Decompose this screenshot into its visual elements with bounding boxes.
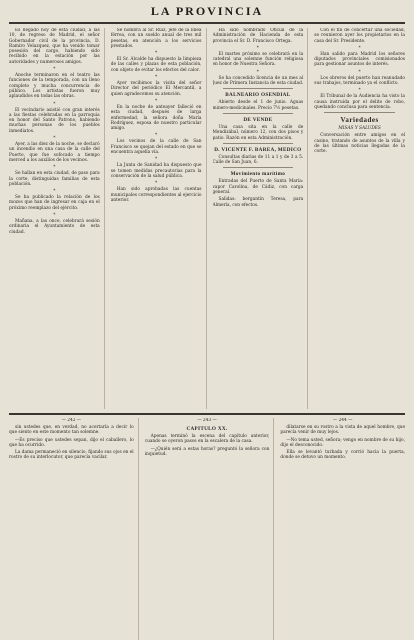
separator-star: *: [155, 133, 158, 139]
feuilleton-column-1: [9, 418, 139, 640]
ad-paragraph: Abierto desde el 1 de junio. Aguas minero-medicinales. Precio 7½ pesetas.: [212, 100, 304, 111]
separator-star: *: [155, 98, 158, 104]
feuilleton-column-3: [280, 418, 405, 640]
news-paragraph: El martes próximo se celebrará en la catedral una solemne función religiosa en honor de Nuestra Señora.: [212, 51, 304, 68]
ad-paragraph: Una casa sita en la calle de Mendizábal, número 12, con dos pisos y patio. Razón en esta Administración.: [212, 124, 304, 141]
feuilleton-paragraph: Ella se levantó turbada y corrió hacia la puerta, donde se detuvo un momento.: [280, 450, 405, 461]
feuilleton-paragraph: Apenas terminó la escena del capítulo anterior, cuando se oyeron pasos en la escalera de la casa.: [144, 434, 270, 445]
page-number: — 242 —: [61, 418, 82, 423]
news-paragraph: Entradas del Puerto de Santa María: vapor Carolina, de Cádiz, con carga general.: [212, 179, 304, 196]
news-paragraph: Se ha concedido licencia de un mes al Juez de Primera Instancia de esta ciudad.: [212, 75, 304, 87]
news-column-1: [9, 28, 105, 409]
news-paragraph: Se nombra al Sr. Ruiz, jefe de la línea férrea, con un sueldo anual de tres mil pesetas, en atención a los servicios prestados.: [110, 28, 202, 49]
separator-star: *: [53, 213, 56, 219]
section-heading: Movimiento marítimo: [230, 171, 286, 178]
separator-star: *: [358, 69, 361, 75]
separator-star: *: [53, 101, 56, 107]
news-paragraph: Mañana, a las once, celebrará sesión ordinaria el Ayuntamiento de esta ciudad.: [9, 219, 100, 235]
news-paragraph: En la noche de anteayer falleció en esta ciudad, después de larga enfermedad, la señora doña María Rodríguez, esposa de nuestro particular amigo.: [110, 104, 202, 132]
news-paragraph: Los vecinos de la calle de San Francisco se quejan del estado en que se encuentra aquella vía.: [110, 139, 202, 156]
news-paragraph: El Tribunal de la Audiencia ha visto la causa instruida por el delito de robo, quedando conclusa para sentencia.: [314, 94, 405, 110]
newspaper-title: LA PROVINCIA: [150, 3, 264, 18]
divider: [223, 88, 294, 89]
news-paragraph: Con el fin de concertar una sociedad, se reunieron ayer los propietarios en la casa del Sr. Presidente.: [314, 28, 405, 44]
news-paragraph: Ayer, a las diez de la noche, se declaró un incendio en una casa de la calle del Puerto, que fue sofocado a tiempo merced a los auxilios de los vecinos.: [9, 142, 100, 163]
section-heading: Variedades: [340, 116, 379, 125]
news-column-3: [213, 28, 309, 409]
feuilleton-divider: [9, 413, 405, 415]
separator-star: *: [358, 45, 361, 51]
feuilleton-paragraph: dilatarse en su rostro a la vista de aquel hombre, que parecía venir de muy lejos.: [280, 425, 405, 436]
feuilleton-column-2: [145, 418, 275, 640]
ad-heading: BALNEARIO OSENDIAL: [225, 92, 291, 99]
feuilleton-paragraph: La dama permaneció en silencio, fijando sus ojos en el rostro de su interlocutor, que parecía vacilar.: [9, 450, 134, 461]
separator-star: *: [155, 157, 158, 163]
separator-star: *: [53, 67, 56, 73]
separator-star: *: [53, 189, 56, 195]
divider: [223, 167, 294, 168]
news-paragraph: La Junta de Sanidad ha dispuesto que se tomen medidas precautorias para la conservación de la salud pública.: [110, 163, 202, 179]
feuilleton-paragraph: —Es preciso que ustedes sepan, dijo el caballero, lo que ha ocurrido.: [9, 437, 134, 448]
separator-star: *: [256, 45, 259, 51]
separator-star: *: [256, 69, 259, 75]
section-subheading: MISAS Y SALUDES: [338, 126, 381, 132]
feuilleton: [9, 418, 405, 640]
ad-heading: DE VENDE: [243, 116, 273, 123]
news-column-4: [314, 28, 405, 409]
news-paragraph: Ha sido nombrado Oficial de la Administración de Hacienda de esta provincia el Sr. D. Francisco Ortega.: [212, 28, 304, 44]
separator-star: *: [155, 51, 158, 57]
separator-star: *: [155, 181, 158, 187]
news-columns: [9, 28, 405, 409]
news-paragraph: Han salido para Madrid los señores diputados provinciales comisionados para gestionar asuntos de interés.: [314, 51, 405, 68]
ad-heading: D. VICENTE F. BAREA, MEDICO: [214, 146, 302, 153]
divider: [223, 113, 294, 114]
separator-star: *: [53, 165, 56, 171]
page-number: — 243 —: [197, 418, 217, 423]
divider: [324, 112, 395, 113]
feuilleton-paragraph: —No tema usted, señora; vengo en nombre de su hijo, dijo el desconocido.: [280, 437, 405, 448]
news-paragraph: Ayer recibimos la visita del señor Director del periódico El Mercantil, a quien agradecemos su atención.: [110, 81, 202, 97]
news-paragraph: El Sr. Alcalde ha dispuesto la limpieza de las calles y plazas de esta población, con objeto de evitar los efectos del calor.: [110, 57, 202, 73]
news-paragraph: Es llegado hoy de esta ciudad, a las 10, de regreso de Madrid, el señor Gobernador civil de la provincia, D. Ramiro Velazquez, que ha venido tomar posesión del cargo, habiendo sido recibido en la estación por las autoridades y numerosos amigos.: [9, 28, 100, 65]
separator-star: *: [155, 75, 158, 81]
page-number: — 244 —: [332, 418, 353, 423]
masthead: [9, 0, 405, 24]
news-column-2: [111, 28, 207, 409]
news-paragraph: Han sido aprobadas las cuentas municipales correspondientes al ejercicio anterior.: [110, 187, 202, 203]
news-paragraph: Salidas: bergantín Teresa, para Almería, con efectos.: [212, 197, 304, 208]
news-paragraph: El vecindario asistió con gran interés a las fiestas celebradas en la parroquia en honor del Santo Patrono, habiendo muchas personas de los pueblos inmediatos.: [9, 107, 100, 134]
ad-paragraph: Consultas diarias de 11 a 1 y de 3 a 5. Calle de San Juan, 6.: [212, 154, 304, 166]
feuilleton-paragraph: —¿Quién será a estas horas? preguntó la señora con inquietud.: [144, 446, 270, 457]
divider: [223, 143, 294, 144]
separator-star: *: [53, 136, 56, 142]
news-paragraph: Se hallan en esta ciudad, de paso para la corte, distinguidas familias de esta población.: [9, 171, 100, 187]
news-paragraph: Los obreros del puerto han reanudado sus trabajos, terminado ya el conflicto.: [314, 75, 405, 87]
chapter-heading: CAPITULO XX.: [186, 426, 228, 432]
news-paragraph: Se ha publicado la relación de los mozos que han de ingresar en caja en el próximo reemplazo del ejército.: [9, 195, 100, 211]
separator-star: *: [358, 88, 361, 94]
feuilleton-paragraph: sin ustedes que, en verdad, no acertaría a decir lo que siento en este momento tan solemne.: [9, 425, 134, 436]
news-paragraph: Conversación entre amigos en el casino, tratando de asuntos de la villa y de las últimas noticias llegadas de la corte.: [314, 133, 405, 155]
news-paragraph: Anoche terminaron en el teatro las funciones de la temporada, con un lleno completo y mucha concurrencia de público. Los artistas fueron muy aplaudidos en todas las obras.: [9, 73, 100, 100]
